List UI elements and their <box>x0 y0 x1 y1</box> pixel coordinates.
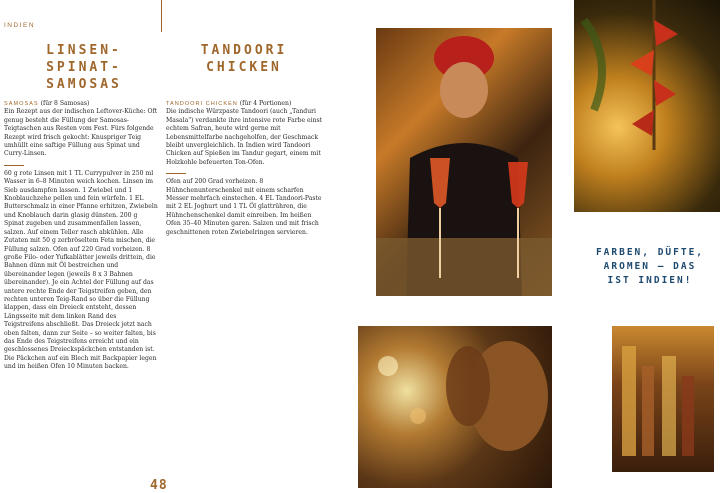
recipe2-column <box>166 100 324 237</box>
recipe1-title-line2: SAMOSAS <box>46 77 122 92</box>
recipe1-body: 60 g rote Linsen mit 1 TL Currypulver in 250 ml Wasser in 6–8 Minuten weich kochen. Linsen im Sieb ausdampfen lassen. 1 Zwiebel und 1 Knoblauchzehe pellen und fein würfeln. 1 EL Butterschmalz in einer Pfanne erhitzen, Zwiebeln und Knoblauch darin glasig dünsten. 200 g Spinat zugeben und zusammenfallen lassen, salzen. Auf einem Teller rasch abkühlen. Alle Zutaten mit 50 g zerbröseltem Feta mischen, die Füllung salzen. Ofen auf 220 Grad vorheizen. 8 große Filo- oder Yufkablätter jeweils drittein, die Bahnen dünn mit Öl bestreichen und übereinander legen (jeweils 8 x 3 Bahnen übereinander). Je ein Achtel der Füllung auf das untere rechte Ende der Teigstreifen geben, den rechten unteren Teig-Rand so über die Füllung klappen, dass ein Dreieck entsteht, dessen Längsseite mit dem linken Rand des Teigstreifens abschließt. Das Dreieck jetzt nach oben falten, dann zur Seite – so weiter falten, bis das Ende des Teigstreifens erreicht und ein geschlossenes Dreieckspäckchen entstanden ist. Die Päckchen auf ein Blech mit Backpapier legen und im heißen Ofen 10 Minuten backen. <box>4 169 158 371</box>
pull-quote: FARBEN, DÜFTE, AROMEN – DAS IST INDIEN! <box>595 247 705 286</box>
recipe2-portion: (für 4 Portionen) <box>239 100 292 107</box>
page-number: 48 <box>150 478 168 493</box>
recipe1-portion: (für 8 Samosas) <box>40 100 90 107</box>
section-tag: INDIEN <box>4 22 36 29</box>
recipe2-intro: Die indische Würzpaste Tandoori (auch „Tanduri Masala") verdankte ihre intensive rote Farbe einst echtem Safran, heute wird gerne mit Lebensmittelfarbe nachgeholfen, der Geschmack bleibt unvergleichlich. In Indien wird Tandoori Chicken auf Spießen im Tandur gegart, einem mit Holzkohle befeuerten Ton-Ofen. <box>166 108 323 166</box>
recipe2-rule <box>166 173 186 174</box>
photo-heliconia-flower <box>574 0 720 212</box>
recipe1-heading <box>4 100 158 108</box>
recipe1-rule <box>4 165 24 166</box>
recipe1-intro: Ein Rezept aus der indischen Leftover-Küche: Oft genug besteht die Füllung der Samosas-Teigtaschen aus Resten vom Fest. Fürs folgende Rezept wird frisch gekocht: Knuspriger Teig umhüllt eine saftige Füllung aus Spinat und Curry-Linsen. <box>4 108 158 158</box>
recipe1-name: SAMOSAS <box>4 101 39 107</box>
recipe2-body: Ofen auf 200 Grad vorheizen. 8 Hühnchenunterschenkel mit einem scharfen Messer mehrfach einstechen. 4 EL Tandoori-Paste mit 2 EL Joghurt und 1 TL Öl glattrühren, die Hühnchenschenkel damit einreiben. Im heißen Ofen 35–40 Minuten garen. Salzen und mit frisch geschnittenen roten Zwiebelringen servieren. <box>166 178 322 236</box>
photo-carved-statues <box>358 326 552 488</box>
recipe1-title-line1: LINSEN-SPINAT- <box>46 43 122 75</box>
header-divider <box>161 0 162 32</box>
recipe1-column <box>4 100 158 372</box>
recipe1-title <box>10 42 158 93</box>
recipe2-heading <box>166 100 324 108</box>
recipe2-title: TANDOORI CHICKEN <box>200 43 288 75</box>
photo-market-goods <box>612 326 714 472</box>
photo-man-with-drinks <box>376 28 552 296</box>
recipe2-name: TANDOORI CHICKEN <box>166 101 238 107</box>
